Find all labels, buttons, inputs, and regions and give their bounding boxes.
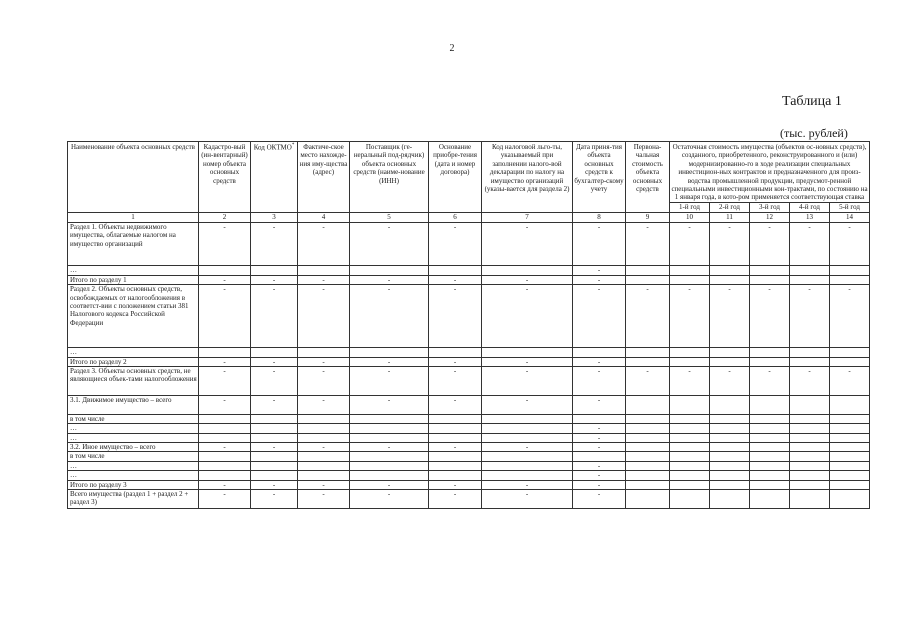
row-label: … (68, 348, 199, 357)
table-cell: - (429, 357, 482, 366)
table-cell: - (429, 366, 482, 395)
table-cell (830, 471, 870, 480)
table-cell: - (298, 285, 350, 348)
column-number: 4 (298, 212, 350, 222)
table-cell: - (298, 357, 350, 366)
table-cell (482, 414, 573, 423)
table-cell (750, 348, 790, 357)
table-cell (626, 452, 670, 461)
table-row (68, 366, 870, 395)
table-cell: - (251, 366, 298, 395)
table-cell (670, 443, 710, 452)
table-cell (626, 424, 670, 433)
table-cell (482, 461, 573, 470)
header-row (68, 142, 870, 203)
table-cell (670, 424, 710, 433)
table-cell: - (298, 480, 350, 489)
table-cell: - (429, 490, 482, 509)
table-cell: - (573, 471, 626, 480)
table-cell (298, 414, 350, 423)
header-col-1: Наименование объекта основных средств (68, 142, 199, 213)
table-cell (750, 471, 790, 480)
table-row (68, 222, 870, 265)
table-cell: - (626, 285, 670, 348)
table-cell (830, 452, 870, 461)
header-col-6: Основание приобре-тения (дата и номер договора) (429, 142, 482, 213)
row-label: … (68, 424, 199, 433)
table-cell (790, 433, 830, 442)
table-cell: - (573, 357, 626, 366)
header-col-2: Кадастро-вый (ин-вентарный) номер объекта основных средств (199, 142, 251, 213)
table-cell (710, 433, 750, 442)
page-number: 2 (449, 43, 455, 54)
table-cell (350, 348, 429, 357)
table-cell (830, 461, 870, 470)
table-cell: - (350, 480, 429, 489)
table-cell (790, 452, 830, 461)
row-label: Раздел 1. Объекты недвижимого имущества, облагаемые налогом на имущество организаций (68, 222, 199, 265)
table-cell: - (350, 357, 429, 366)
table-cell: - (790, 285, 830, 348)
table-row (68, 424, 870, 433)
table-cell (350, 424, 429, 433)
table-cell: - (710, 366, 750, 395)
table-cell (710, 395, 750, 414)
table-cell: - (251, 443, 298, 452)
table-cell: - (573, 265, 626, 275)
table-cell (670, 414, 710, 423)
row-label: 3.1. Движимое имущество – всего (68, 395, 199, 414)
table-cell (830, 348, 870, 357)
table-cell: - (573, 480, 626, 489)
table-cell: - (251, 285, 298, 348)
table-cell: - (573, 433, 626, 442)
table-cell: - (670, 222, 710, 265)
table-cell: - (429, 275, 482, 284)
table-cell (830, 414, 870, 423)
column-number: 2 (199, 212, 251, 222)
table-cell (670, 471, 710, 480)
column-number: 6 (429, 212, 482, 222)
table-cell (251, 461, 298, 470)
table-cell (298, 424, 350, 433)
table-cell (350, 433, 429, 442)
table-cell: - (573, 275, 626, 284)
table-row (68, 443, 870, 452)
table-cell: - (251, 480, 298, 489)
table-cell (750, 395, 790, 414)
table-cell (298, 348, 350, 357)
table-cell (298, 265, 350, 275)
row-label: в том числе (68, 452, 199, 461)
table-cell (199, 348, 251, 357)
table-cell: - (251, 357, 298, 366)
table-cell (350, 471, 429, 480)
column-number: 14 (830, 212, 870, 222)
table-cell (482, 348, 573, 357)
table-cell: - (482, 275, 573, 284)
table-cell: - (670, 285, 710, 348)
table-cell: - (573, 424, 626, 433)
table-cell (790, 443, 830, 452)
table-cell (790, 414, 830, 423)
assets-table (67, 141, 870, 509)
table-cell: - (199, 395, 251, 414)
table-cell: - (830, 366, 870, 395)
year-header-3: 3-й год (750, 202, 790, 212)
table-cell: - (429, 395, 482, 414)
table-cell (790, 480, 830, 489)
table-cell: - (251, 395, 298, 414)
table-cell (626, 471, 670, 480)
table-cell (830, 265, 870, 275)
table-cell: - (750, 366, 790, 395)
table-cell (750, 461, 790, 470)
column-number: 13 (790, 212, 830, 222)
table-row (68, 414, 870, 423)
table-cell (710, 414, 750, 423)
table-cell (298, 471, 350, 480)
table-cell (750, 452, 790, 461)
header-col-3 (251, 142, 298, 213)
table-cell: - (482, 443, 573, 452)
row-label: Всего имущества (раздел 1 + раздел 2 + раздел 3) (68, 490, 199, 509)
table-cell: - (573, 395, 626, 414)
row-label: в том числе (68, 414, 199, 423)
table-cell (251, 265, 298, 275)
table-cell: - (199, 480, 251, 489)
header-col-3-text: Код ОКТМО (253, 143, 292, 152)
table-cell: - (199, 490, 251, 509)
table-cell (199, 414, 251, 423)
table-cell: - (298, 222, 350, 265)
table-cell (482, 424, 573, 433)
table-cell (429, 433, 482, 442)
table-cell (750, 265, 790, 275)
year-header-1: 1-й год (670, 202, 710, 212)
table-cell (482, 265, 573, 275)
header-col-5: Поставщик (ге-неральный под-рядчик) объекта основных средств (наиме-нование (ИНН) (350, 142, 429, 213)
table-cell: - (670, 366, 710, 395)
table-body (68, 212, 870, 508)
table-row (68, 275, 870, 284)
table-cell (199, 433, 251, 442)
table-cell (350, 265, 429, 275)
table-cell (670, 265, 710, 275)
table-cell (350, 452, 429, 461)
table-cell: - (429, 480, 482, 489)
table-cell (626, 348, 670, 357)
row-label: Итого по разделу 2 (68, 357, 199, 366)
table-row (68, 471, 870, 480)
table-cell: - (298, 443, 350, 452)
column-number: 11 (710, 212, 750, 222)
table-cell (790, 395, 830, 414)
table-cell (790, 265, 830, 275)
table-cell (670, 480, 710, 489)
table-cell: - (298, 490, 350, 509)
table-cell (626, 357, 670, 366)
table-cell: - (199, 222, 251, 265)
header-col-8: Дата приня-тия объекта основных средств к бухгалтер-скому учету (573, 142, 626, 213)
table-cell: - (482, 490, 573, 509)
table-cell (710, 357, 750, 366)
table-cell (750, 414, 790, 423)
column-number: 12 (750, 212, 790, 222)
table-cell: - (830, 222, 870, 265)
header-residual-value: Остаточная стоимость имущества (объектов ос-новных средств), созданного, приобретенного, реконструированного и (или) модернизированно-го в ходе реализации специальных инвестицион-ных контрактов и предназначенного для произ-водства промышленной продукции, предусмот-ренной специальными инвестиционными кон-трактами, по состоянию на 1 января года, в кото-ром применяется соответствующая ставка (671, 143, 868, 202)
table-cell (670, 395, 710, 414)
table-cell (251, 452, 298, 461)
column-number: 3 (251, 212, 298, 222)
table-cell: - (790, 222, 830, 265)
table-cell (750, 275, 790, 284)
table-cell (626, 480, 670, 489)
table-cell (199, 452, 251, 461)
table-cell (251, 433, 298, 442)
table-cell (830, 275, 870, 284)
table-cell (429, 452, 482, 461)
table-cell (482, 452, 573, 461)
table-cell (573, 414, 626, 423)
table-cell (830, 490, 870, 509)
column-number: 10 (670, 212, 710, 222)
table-cell (298, 452, 350, 461)
table-cell (251, 414, 298, 423)
table-cell (830, 443, 870, 452)
table-cell: - (626, 366, 670, 395)
table-cell (710, 275, 750, 284)
column-number-row (68, 212, 870, 222)
row-label: Итого по разделу 3 (68, 480, 199, 489)
table-cell: - (573, 222, 626, 265)
table-cell (429, 461, 482, 470)
table-cell (790, 490, 830, 509)
row-label: 3.2. Иное имущество – всего (68, 443, 199, 452)
table-cell: - (482, 222, 573, 265)
table-cell (298, 461, 350, 470)
year-header-2: 2-й год (710, 202, 750, 212)
table-cell (830, 424, 870, 433)
table-cell (750, 490, 790, 509)
table-cell (199, 424, 251, 433)
table-cell (251, 471, 298, 480)
table-row (68, 433, 870, 442)
units-label: (тыс. рублей) (780, 126, 848, 140)
table-row (68, 461, 870, 470)
table-cell: - (790, 366, 830, 395)
table-cell (750, 443, 790, 452)
table-cell: - (251, 275, 298, 284)
table-cell (429, 348, 482, 357)
table-cell (626, 395, 670, 414)
table-row (68, 265, 870, 275)
table-cell (750, 480, 790, 489)
table-cell (710, 480, 750, 489)
table-cell (670, 452, 710, 461)
table-cell (750, 424, 790, 433)
table-cell (790, 348, 830, 357)
table-cell (626, 490, 670, 509)
row-label: Итого по разделу 1 (68, 275, 199, 284)
table-cell (626, 414, 670, 423)
table-cell: - (482, 395, 573, 414)
table-cell (710, 265, 750, 275)
table-cell (482, 471, 573, 480)
table-cell (790, 357, 830, 366)
table-cell: - (573, 490, 626, 509)
table-cell: - (199, 285, 251, 348)
table-cell (670, 348, 710, 357)
table-cell (710, 424, 750, 433)
table-cell (298, 433, 350, 442)
table-cell (350, 461, 429, 470)
table-cell (670, 357, 710, 366)
table-cell: - (251, 222, 298, 265)
column-number: 5 (350, 212, 429, 222)
table-cell (429, 265, 482, 275)
table-cell (573, 348, 626, 357)
table-cell (790, 275, 830, 284)
table-cell: - (350, 285, 429, 348)
table-cell: - (350, 443, 429, 452)
table-cell: - (750, 285, 790, 348)
table-cell (830, 433, 870, 442)
table-cell (830, 395, 870, 414)
row-label: … (68, 471, 199, 480)
table-cell (790, 424, 830, 433)
year-header-4: 4-й год (790, 202, 830, 212)
table-cell (670, 461, 710, 470)
header-col-7: Код налоговой льго-ты, указываемый при заполнении налого-вой декларации по налогу на имущество организаций (указы-вается для раздела 2) (482, 142, 573, 213)
table-cell: - (482, 480, 573, 489)
table-cell: - (573, 285, 626, 348)
table-cell: - (350, 275, 429, 284)
table-cell (750, 433, 790, 442)
table-cell: - (199, 443, 251, 452)
table-row (68, 348, 870, 357)
table-row (68, 395, 870, 414)
row-label: Раздел 2. Объекты основных средств, освобождаемых от налогообложения в соответст-вии с положением статьи 381 Налогового кодекса Российской Федерации (68, 285, 199, 348)
table-cell (429, 424, 482, 433)
column-number: 1 (68, 212, 199, 222)
table-cell (710, 348, 750, 357)
table-cell: - (482, 366, 573, 395)
row-label: … (68, 461, 199, 470)
table-cell (750, 357, 790, 366)
row-label: Раздел 3. Объекты основных средств, не являющиеся объек-тами налогообложения (68, 366, 199, 395)
table-cell (429, 471, 482, 480)
table-cell: - (350, 366, 429, 395)
table-cell: - (710, 285, 750, 348)
table-cell: - (350, 395, 429, 414)
row-label: … (68, 433, 199, 442)
table-cell: - (298, 395, 350, 414)
table-row (68, 285, 870, 348)
table-cell: - (199, 275, 251, 284)
table-cell (199, 265, 251, 275)
table-row (68, 490, 870, 509)
table-cell: - (573, 366, 626, 395)
table-cell (626, 275, 670, 284)
table-cell: - (251, 490, 298, 509)
table-cell: - (298, 275, 350, 284)
table-cell (710, 443, 750, 452)
table-cell: - (573, 443, 626, 452)
table-cell (350, 414, 429, 423)
table-cell: - (750, 222, 790, 265)
table-cell (626, 433, 670, 442)
table-cell: - (199, 366, 251, 395)
year-header-5: 5-й год (830, 202, 870, 212)
table-cell (199, 471, 251, 480)
table-cell: - (482, 285, 573, 348)
table-cell (626, 265, 670, 275)
oktmo-footnote-mark: * (291, 143, 295, 148)
table-cell: - (626, 222, 670, 265)
table-cell (482, 433, 573, 442)
table-cell: - (298, 366, 350, 395)
table-cell: - (429, 222, 482, 265)
table-cell: - (199, 357, 251, 366)
table-cell: - (350, 490, 429, 509)
header-col-4: Фактиче-ское место нахожде-ния иму-щества (адрес) (298, 142, 350, 213)
table-row (68, 480, 870, 489)
table-cell (830, 480, 870, 489)
table-cell (199, 461, 251, 470)
table-cell (710, 461, 750, 470)
table-cell (830, 357, 870, 366)
row-label: … (68, 265, 199, 275)
table-title: Таблица 1 (782, 94, 842, 109)
table-cell: - (350, 222, 429, 265)
table-cell (626, 461, 670, 470)
column-number: 8 (573, 212, 626, 222)
table-cell: - (429, 285, 482, 348)
table-cell (710, 490, 750, 509)
table-cell (670, 490, 710, 509)
table-cell (626, 443, 670, 452)
table-row (68, 357, 870, 366)
table-cell (670, 433, 710, 442)
column-number: 7 (482, 212, 573, 222)
table-cell (790, 461, 830, 470)
table-cell (251, 424, 298, 433)
header-col-9: Первона-чальная стоимость объекта основных средств (626, 142, 670, 213)
table-cell (710, 471, 750, 480)
table-cell: - (830, 285, 870, 348)
table-row (68, 452, 870, 461)
table-cell (790, 471, 830, 480)
table-cell (429, 414, 482, 423)
table-cell (710, 452, 750, 461)
table-cell: - (482, 357, 573, 366)
table-cell (573, 452, 626, 461)
table-cell: - (429, 443, 482, 452)
table-cell: - (710, 222, 750, 265)
table-cell (251, 348, 298, 357)
column-number: 9 (626, 212, 670, 222)
table-cell: - (573, 461, 626, 470)
table-cell (670, 275, 710, 284)
